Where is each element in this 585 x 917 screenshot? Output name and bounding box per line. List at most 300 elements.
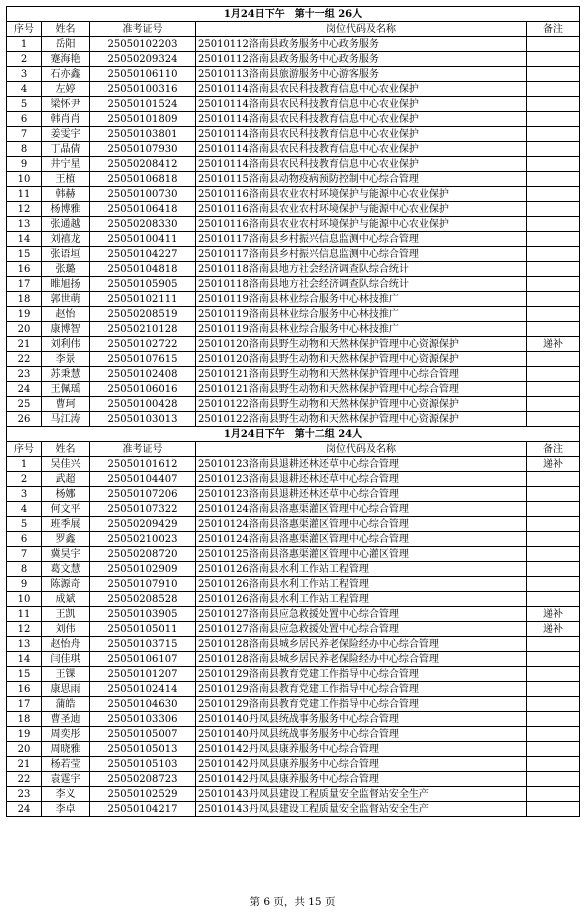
remark <box>527 82 580 97</box>
candidate-name: 张语垣 <box>42 247 90 262</box>
exam-number: 25050208330 <box>90 217 196 232</box>
exam-number: 25050107910 <box>90 577 196 592</box>
remark <box>527 172 580 187</box>
table-row <box>7 277 580 292</box>
table-row <box>7 682 580 697</box>
row-index: 13 <box>7 217 42 232</box>
table-row <box>7 67 580 82</box>
position: 25010116洛南县农业农村环境保护与能源中心农业保护 <box>196 202 527 217</box>
row-index: 9 <box>7 577 42 592</box>
candidate-name: 张璐 <box>42 262 90 277</box>
table-row <box>7 547 580 562</box>
position: 25010120洛南县野生动物和天然林保护管理中心资源保护 <box>196 337 527 352</box>
candidate-name: 袁霆宇 <box>42 772 90 787</box>
exam-number: 25050103013 <box>90 412 196 427</box>
candidate-name: 李义 <box>42 787 90 802</box>
candidate-name: 班季展 <box>42 517 90 532</box>
table-row <box>7 622 580 637</box>
header-exam-number: 准考证号 <box>90 22 196 37</box>
row-index: 10 <box>7 172 42 187</box>
candidate-name: 王凯 <box>42 607 90 622</box>
group-table <box>6 426 580 817</box>
position: 25010114洛南县农民科技教育信息中心农业保护 <box>196 142 527 157</box>
candidate-name: 王植 <box>42 172 90 187</box>
remark <box>527 262 580 277</box>
position: 25010129洛南县教育党建工作指导中心综合管理 <box>196 682 527 697</box>
remark: 递补 <box>527 607 580 622</box>
position: 25010119洛南县林业综合服务中心林技推广 <box>196 307 527 322</box>
candidate-name: 赵怡舟 <box>42 637 90 652</box>
row-index: 26 <box>7 412 42 427</box>
header-exam-number: 准考证号 <box>90 442 196 457</box>
row-index: 15 <box>7 667 42 682</box>
row-index: 25 <box>7 397 42 412</box>
remark <box>527 787 580 802</box>
row-index: 20 <box>7 322 42 337</box>
candidate-name: 王锞 <box>42 667 90 682</box>
candidate-name: 睢旭扬 <box>42 277 90 292</box>
row-index: 9 <box>7 157 42 172</box>
exam-number: 25050104818 <box>90 262 196 277</box>
exam-number: 25050100411 <box>90 232 196 247</box>
row-index: 6 <box>7 532 42 547</box>
remark <box>527 352 580 367</box>
table-row <box>7 322 580 337</box>
position: 25010112洛南县政务服务中心政务服务 <box>196 37 527 52</box>
position: 25010126洛南县水利工作站工程管理 <box>196 562 527 577</box>
remark <box>527 112 580 127</box>
table-row <box>7 517 580 532</box>
table-row <box>7 397 580 412</box>
row-index: 13 <box>7 637 42 652</box>
table-row <box>7 472 580 487</box>
row-index: 16 <box>7 262 42 277</box>
table-row <box>7 592 580 607</box>
remark: 递补 <box>527 337 580 352</box>
remark <box>527 712 580 727</box>
position: 25010113洛南县旅游服务中心游客服务 <box>196 67 527 82</box>
row-index: 11 <box>7 187 42 202</box>
table-row <box>7 247 580 262</box>
position: 25010125洛南县洛惠渠灌区管理中心灌区管理 <box>196 547 527 562</box>
exam-number: 25050102414 <box>90 682 196 697</box>
table-row <box>7 172 580 187</box>
row-index: 7 <box>7 127 42 142</box>
remark <box>527 532 580 547</box>
table-row <box>7 307 580 322</box>
exam-number: 25050105007 <box>90 727 196 742</box>
candidate-name: 蹇海艳 <box>42 52 90 67</box>
candidate-name: 吴佳兴 <box>42 457 90 472</box>
remark <box>527 142 580 157</box>
exam-number: 25050105011 <box>90 622 196 637</box>
remark <box>527 277 580 292</box>
exam-number: 25050100730 <box>90 187 196 202</box>
candidate-name: 杨若莹 <box>42 757 90 772</box>
row-index: 23 <box>7 787 42 802</box>
exam-number: 25050106818 <box>90 172 196 187</box>
remark <box>527 592 580 607</box>
exam-number: 25050102408 <box>90 367 196 382</box>
row-index: 4 <box>7 82 42 97</box>
position: 25010124洛南县洛惠渠灌区管理中心综合管理 <box>196 502 527 517</box>
remark <box>527 517 580 532</box>
table-row <box>7 142 580 157</box>
exam-number: 25050101524 <box>90 97 196 112</box>
candidate-name: 井宁星 <box>42 157 90 172</box>
remark <box>527 52 580 67</box>
candidate-name: 郭世萌 <box>42 292 90 307</box>
candidate-name: 葛文慧 <box>42 562 90 577</box>
remark <box>527 727 580 742</box>
remark <box>527 802 580 817</box>
position: 25010143丹凤县建设工程质量安全监督站安全生产 <box>196 787 527 802</box>
position: 25010124洛南县洛惠渠灌区管理中心综合管理 <box>196 532 527 547</box>
row-index: 17 <box>7 277 42 292</box>
row-index: 23 <box>7 367 42 382</box>
position: 25010121洛南县野生动物和天然林保护管理中心综合管理 <box>196 367 527 382</box>
exam-number: 25050210128 <box>90 322 196 337</box>
exam-number: 25050103801 <box>90 127 196 142</box>
exam-number: 25050104630 <box>90 697 196 712</box>
header-index: 序号 <box>7 442 42 457</box>
table-row <box>7 157 580 172</box>
group-title: 1月24日下午 第十二组 24人 <box>7 427 580 442</box>
row-index: 1 <box>7 37 42 52</box>
exam-number: 25050208528 <box>90 592 196 607</box>
document-body <box>6 6 579 817</box>
row-index: 21 <box>7 337 42 352</box>
group-title: 1月24日下午 第十一组 26人 <box>7 7 580 22</box>
table-row <box>7 712 580 727</box>
page-footer: 第 6 页，共 15 页 <box>249 896 336 908</box>
position: 25010127洛南县应急救援处置中心综合管理 <box>196 622 527 637</box>
position: 25010114洛南县农民科技教育信息中心农业保护 <box>196 127 527 142</box>
position: 25010129洛南县教育党建工作指导中心综合管理 <box>196 697 527 712</box>
table-row <box>7 502 580 517</box>
position: 25010142丹凤县康养服务中心综合管理 <box>196 757 527 772</box>
position: 25010128洛南县城乡居民养老保险经办中心综合管理 <box>196 637 527 652</box>
remark: 递补 <box>527 622 580 637</box>
position: 25010117洛南县乡村振兴信息监测中心综合管理 <box>196 247 527 262</box>
candidate-name: 李卓 <box>42 802 90 817</box>
remark <box>527 742 580 757</box>
remark <box>527 202 580 217</box>
row-index: 1 <box>7 457 42 472</box>
remark <box>527 577 580 592</box>
row-index: 21 <box>7 757 42 772</box>
header-remark: 备注 <box>527 22 580 37</box>
table-row <box>7 187 580 202</box>
header-name: 姓名 <box>42 22 90 37</box>
row-index: 19 <box>7 727 42 742</box>
table-row <box>7 487 580 502</box>
row-index: 2 <box>7 52 42 67</box>
exam-number: 25050208519 <box>90 307 196 322</box>
row-index: 24 <box>7 802 42 817</box>
exam-number: 25050107615 <box>90 352 196 367</box>
remark <box>527 412 580 427</box>
row-index: 16 <box>7 682 42 697</box>
row-index: 15 <box>7 247 42 262</box>
table-row <box>7 652 580 667</box>
row-index: 6 <box>7 112 42 127</box>
position: 25010129洛南县教育党建工作指导中心综合管理 <box>196 667 527 682</box>
candidate-name: 刘禧龙 <box>42 232 90 247</box>
remark <box>527 382 580 397</box>
remark <box>527 757 580 772</box>
position: 25010121洛南县野生动物和天然林保护管理中心综合管理 <box>196 382 527 397</box>
candidate-name: 冀昊宇 <box>42 547 90 562</box>
remark <box>527 67 580 82</box>
remark <box>527 547 580 562</box>
remark <box>527 502 580 517</box>
candidate-name: 曹珂 <box>42 397 90 412</box>
exam-number: 25050103905 <box>90 607 196 622</box>
position: 25010119洛南县林业综合服务中心林技推广 <box>196 292 527 307</box>
row-index: 11 <box>7 607 42 622</box>
row-index: 4 <box>7 502 42 517</box>
candidate-name: 康博智 <box>42 322 90 337</box>
position: 25010126洛南县水利工作站工程管理 <box>196 592 527 607</box>
remark <box>527 397 580 412</box>
candidate-name: 梁怀尹 <box>42 97 90 112</box>
remark <box>527 667 580 682</box>
position: 25010119洛南县林业综合服务中心林技推广 <box>196 322 527 337</box>
remark <box>527 487 580 502</box>
candidate-name: 王佩瑶 <box>42 382 90 397</box>
table-row <box>7 757 580 772</box>
candidate-name: 马江涛 <box>42 412 90 427</box>
table-row <box>7 802 580 817</box>
table-row <box>7 217 580 232</box>
position: 25010124洛南县洛惠渠灌区管理中心综合管理 <box>196 517 527 532</box>
table-row <box>7 772 580 787</box>
row-index: 5 <box>7 97 42 112</box>
remark <box>527 322 580 337</box>
remark <box>527 292 580 307</box>
table-row <box>7 382 580 397</box>
remark <box>527 682 580 697</box>
exam-number: 25050104407 <box>90 472 196 487</box>
table-row <box>7 232 580 247</box>
exam-number: 25050106107 <box>90 652 196 667</box>
position: 25010115洛南县动物疫病预防控制中心综合管理 <box>196 172 527 187</box>
exam-number: 25050104217 <box>90 802 196 817</box>
remark <box>527 562 580 577</box>
table-row <box>7 577 580 592</box>
position: 25010112洛南县政务服务中心政务服务 <box>196 52 527 67</box>
row-index: 12 <box>7 202 42 217</box>
exam-number: 25050102722 <box>90 337 196 352</box>
remark <box>527 772 580 787</box>
remark <box>527 127 580 142</box>
exam-number: 25050102203 <box>90 37 196 52</box>
remark <box>527 232 580 247</box>
remark <box>527 367 580 382</box>
row-index: 7 <box>7 547 42 562</box>
remark <box>527 652 580 667</box>
exam-number: 25050106110 <box>90 67 196 82</box>
table-row <box>7 532 580 547</box>
exam-number: 25050208723 <box>90 772 196 787</box>
candidate-name: 武超 <box>42 472 90 487</box>
position: 25010142丹凤县康养服务中心综合管理 <box>196 772 527 787</box>
header-position: 岗位代码及名称 <box>196 442 527 457</box>
position: 25010118洛南县地方社会经济调查队综合统计 <box>196 277 527 292</box>
position: 25010120洛南县野生动物和天然林保护管理中心资源保护 <box>196 352 527 367</box>
candidate-name: 刘利伟 <box>42 337 90 352</box>
position: 25010122洛南县野生动物和天然林保护管理中心资源保护 <box>196 397 527 412</box>
candidate-name: 韩赫 <box>42 187 90 202</box>
position: 25010123洛南县退耕还林还草中心综合管理 <box>196 457 527 472</box>
candidate-name: 曹圣迪 <box>42 712 90 727</box>
table-row <box>7 562 580 577</box>
table-row <box>7 97 580 112</box>
candidate-name: 周晓雅 <box>42 742 90 757</box>
position: 25010116洛南县农业农村环境保护与能源中心农业保护 <box>196 217 527 232</box>
position: 25010118洛南县地方社会经济调查队综合统计 <box>196 262 527 277</box>
table-row <box>7 367 580 382</box>
row-index: 8 <box>7 142 42 157</box>
table-row <box>7 37 580 52</box>
table-row <box>7 262 580 277</box>
position: 25010122洛南县野生动物和天然林保护管理中心资源保护 <box>196 412 527 427</box>
candidate-name: 岳阳 <box>42 37 90 52</box>
position: 25010128洛南县城乡居民养老保险经办中心综合管理 <box>196 652 527 667</box>
exam-number: 25050107930 <box>90 142 196 157</box>
remark <box>527 307 580 322</box>
candidate-name: 康思雨 <box>42 682 90 697</box>
row-index: 22 <box>7 772 42 787</box>
position: 25010116洛南县农业农村环境保护与能源中心农业保护 <box>196 187 527 202</box>
position: 25010114洛南县农民科技教育信息中心农业保护 <box>196 157 527 172</box>
header-remark: 备注 <box>527 442 580 457</box>
row-index: 2 <box>7 472 42 487</box>
position: 25010114洛南县农民科技教育信息中心农业保护 <box>196 112 527 127</box>
candidate-name: 左婷 <box>42 82 90 97</box>
candidate-name: 蒲皓 <box>42 697 90 712</box>
remark <box>527 157 580 172</box>
table-row <box>7 742 580 757</box>
position: 25010114洛南县农民科技教育信息中心农业保护 <box>196 82 527 97</box>
row-index: 22 <box>7 352 42 367</box>
remark <box>527 37 580 52</box>
row-index: 8 <box>7 562 42 577</box>
position: 25010123洛南县退耕还林还草中心综合管理 <box>196 472 527 487</box>
remark <box>527 247 580 262</box>
table-row <box>7 292 580 307</box>
header-position: 岗位代码及名称 <box>196 22 527 37</box>
candidate-name: 陈源奇 <box>42 577 90 592</box>
exam-number: 25050101207 <box>90 667 196 682</box>
exam-number: 25050208720 <box>90 547 196 562</box>
remark <box>527 637 580 652</box>
position: 25010126洛南县水利工作站工程管理 <box>196 577 527 592</box>
position: 25010114洛南县农民科技教育信息中心农业保护 <box>196 97 527 112</box>
exam-number: 25050209429 <box>90 517 196 532</box>
exam-number: 25050102111 <box>90 292 196 307</box>
row-index: 17 <box>7 697 42 712</box>
position: 25010140丹凤县统战事务服务中心综合管理 <box>196 727 527 742</box>
remark <box>527 217 580 232</box>
exam-number: 25050210023 <box>90 532 196 547</box>
exam-number: 25050103715 <box>90 637 196 652</box>
row-index: 19 <box>7 307 42 322</box>
candidate-name: 苏秉慧 <box>42 367 90 382</box>
candidate-name: 成斌 <box>42 592 90 607</box>
row-index: 14 <box>7 652 42 667</box>
exam-number: 25050107322 <box>90 502 196 517</box>
table-row <box>7 412 580 427</box>
exam-number: 25050102529 <box>90 787 196 802</box>
table-row <box>7 352 580 367</box>
exam-number: 25050209324 <box>90 52 196 67</box>
header-row <box>7 22 580 37</box>
table-row <box>7 337 580 352</box>
exam-number: 25050102909 <box>90 562 196 577</box>
remark: 递补 <box>527 457 580 472</box>
row-index: 24 <box>7 382 42 397</box>
row-index: 12 <box>7 622 42 637</box>
remark <box>527 97 580 112</box>
table-row <box>7 787 580 802</box>
group-table <box>6 6 580 427</box>
exam-number: 25050100316 <box>90 82 196 97</box>
candidate-name: 姜雯宇 <box>42 127 90 142</box>
position: 25010127洛南县应急救援处置中心综合管理 <box>196 607 527 622</box>
position: 25010117洛南县乡村振兴信息监测中心综合管理 <box>196 232 527 247</box>
table-row <box>7 457 580 472</box>
position: 25010140丹凤县统战事务服务中心综合管理 <box>196 712 527 727</box>
candidate-name: 张通越 <box>42 217 90 232</box>
candidate-name: 刘伟 <box>42 622 90 637</box>
exam-number: 25050208412 <box>90 157 196 172</box>
candidate-name: 韩肖肖 <box>42 112 90 127</box>
candidate-name: 闫佳琪 <box>42 652 90 667</box>
row-index: 20 <box>7 742 42 757</box>
header-row <box>7 442 580 457</box>
exam-number: 25050103306 <box>90 712 196 727</box>
candidate-name: 杨娜 <box>42 487 90 502</box>
table-row <box>7 607 580 622</box>
exam-number: 25050106016 <box>90 382 196 397</box>
table-row <box>7 727 580 742</box>
remark <box>527 187 580 202</box>
header-index: 序号 <box>7 22 42 37</box>
table-row <box>7 52 580 67</box>
exam-number: 25050105905 <box>90 277 196 292</box>
position: 25010143丹凤县建设工程质量安全监督站安全生产 <box>196 802 527 817</box>
row-index: 3 <box>7 487 42 502</box>
row-index: 14 <box>7 232 42 247</box>
remark <box>527 697 580 712</box>
position: 25010142丹凤县康养服务中心综合管理 <box>196 742 527 757</box>
candidate-name: 周奕彤 <box>42 727 90 742</box>
exam-number: 25050107206 <box>90 487 196 502</box>
table-row <box>7 82 580 97</box>
candidate-name: 丁晶倩 <box>42 142 90 157</box>
exam-number: 25050101612 <box>90 457 196 472</box>
exam-number: 25050106418 <box>90 202 196 217</box>
exam-number: 25050104227 <box>90 247 196 262</box>
row-index: 10 <box>7 592 42 607</box>
table-row <box>7 697 580 712</box>
table-row <box>7 637 580 652</box>
remark <box>527 472 580 487</box>
candidate-name: 杨博雅 <box>42 202 90 217</box>
candidate-name: 赵怡 <box>42 307 90 322</box>
